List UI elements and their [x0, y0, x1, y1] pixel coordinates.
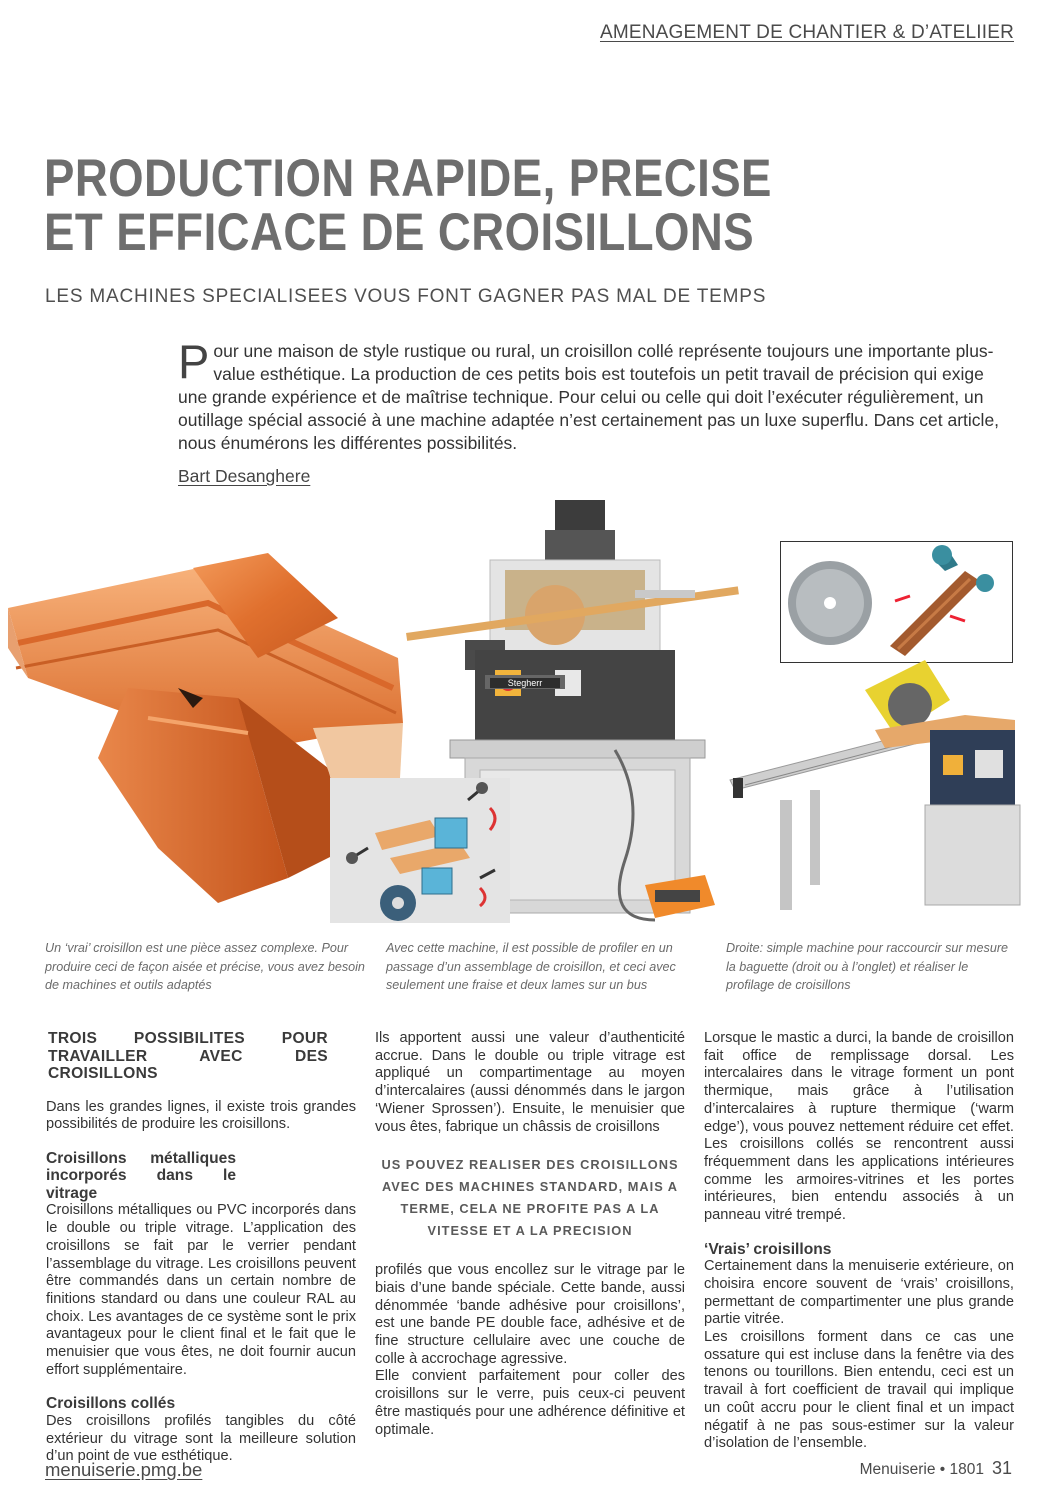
col3-paragraph-2: Certainement dans la menuiserie extérieure, on choisira encore souvent de ‘vrais’ croisillons, permettant de compartimenter une plus grande partie vitrée. — [704, 1258, 1014, 1328]
col1-paragraph-1: Dans les grandes lignes, il existe trois grandes possibilités de produire les croisillons. — [46, 1098, 356, 1133]
page-title — [44, 149, 870, 262]
col2-paragraph-1: Ils apportent aussi une valeur d’authenticité accrue. Dans le double ou triple vitrage est appliqué un compartimentage au moyen d’intercalaires (aussi dénommés dans le jargon ‘Wiener Sprossen’). Ensuite, le menuisier que vous êtes, fabrique un châssis de croisillons — [375, 1030, 685, 1135]
subheading-glued-croisillons: Croisillons collés — [46, 1395, 176, 1413]
page-footer — [860, 1458, 1012, 1479]
col1-paragraph-3: Des croisillons profilés tangibles du côté extérieur du vitrage sont la meilleure solution d’un point de vue esthétique. — [46, 1412, 356, 1465]
section-header: AMENAGEMENT DE CHANTIER & D’ATELIIER — [599, 22, 1014, 43]
magazine-issue: Menuiserie • 1801 — [859, 1461, 984, 1478]
website-link[interactable]: menuiserie.pmg.be — [45, 1459, 203, 1480]
col1-paragraph-2: Croisillons métalliques ou PVC incorporés dans le double ou triple vitrage. L’application des croisillons se fait par le verrier pendant l’assemblage du vitrage. Les croisillons peuvent être commandés dans un certain nombre de finitions standard ou dans une couleur RAL au choix. Les avantages de ce système sont le prix avantageux pour le client final et le fait que le menuisier que vous êtes, ne doit fournir aucun effort supplémentaire. — [46, 1202, 356, 1378]
machine-brand-label: Stegherr — [507, 678, 543, 688]
column-3 — [704, 1030, 1014, 1453]
col3-paragraph-1: Lorsque le mastic a durci, la bande de croisillon fait office de remplissage dorsal. Les intercalaires dans le vitrage forment un pont thermique, mais grâce à l’utilisation d’intercalaires à rupture thermique (‘warm edge’), vous pouvez nettement réduire cet effet. Les croisillons collés se rencontrent aussi fréquemment dans les applications intérieures comme les armoires-vitrines et les portes intérieures, bien entendu associés à un panneau vitré trempé. — [704, 1030, 1014, 1224]
column-2 — [375, 1030, 685, 1439]
column-1 — [46, 1030, 356, 1466]
col2-paragraph-3: Elle convient parfaitement pour coller des croisillons sur le verre, puis ceux-ci peuvent être mastiqués pour une adhérence définitive et optimale. — [375, 1368, 685, 1438]
subheading-real-croisillons: ‘Vrais’ croisillons — [704, 1240, 832, 1258]
tooling-diagram-image — [330, 778, 510, 923]
figure-caption-1: Un ‘vrai’ croisillon est une pièce assez complexe. Pour produire ceci de façon aisée et précise, vous avez besoin de machines et outils adaptés — [45, 941, 365, 992]
figure-caption-3: Droite: simple machine pour raccourcir sur mesure la baguette (droit ou à l’onglet) et réaliser le profilage de croisillons — [726, 941, 1009, 992]
figure-caption-2: Avec cette machine, il est possible de profiler en un passage d’un assemblage de croisillon, et ceci avec seulement une fraise et deux lames sur un bus — [386, 941, 676, 992]
page-number: 31 — [991, 1458, 1012, 1478]
subheading-metal-croisillons: Croisillons métalliques incorporés dans le vitrage — [46, 1149, 236, 1202]
section-heading-three-possibilities: TROIS POSSIBILITES POUR TRAVAILLER AVEC DES CROISILLONS — [48, 1030, 328, 1082]
intro-paragraph — [178, 335, 1008, 455]
author-byline: Bart Desanghere — [178, 466, 311, 486]
intro-text: our une maison de style rustique ou rural, un croisillon collé représente toujours une importante plus-value esthétique. La production de ces petits bois est toutefois un petit travail de précision qui exige une grande expérience et de maîtrise technique. Pour celui ou celle qui doit l’exécuter régulièrement, un outillage spécial associé à une machine adaptée n’est certainement pas un luxe superflu. Dans cet article, nous énumérons les différentes possibilités. — [178, 341, 1000, 453]
col3-paragraph-3: Les croisillons forment dans ce cas une ossature qui est incluse dans la fenêtre via des tenons ou tourillons. Bien entendu, ceci est un travail à fort coefficient de travail qui implique un coût accru pour le client final et un impact négatif à ne pas sous-estimer sur la valeur d’isolation de l’ensemble. — [704, 1329, 1014, 1452]
page-title-line-2: ET EFFICACE DE CROISILLONS — [44, 203, 755, 262]
mitre-saw-machine-image — [725, 660, 1025, 910]
drop-cap: P — [178, 335, 210, 388]
col2-paragraph-2: profilés que vous encollez sur le vitrage par le biais d’une bande spéciale. Cette bande, aussi dénommée ‘bande adhésive pour croisillons’, est une bande PE double face, adhésive et de fine structure cellulaire avec une couche de colle à accrochage agressive. — [375, 1262, 685, 1367]
page-title-line-1: PRODUCTION RAPIDE, PRECISE — [44, 149, 772, 208]
subheadline: LES MACHINES SPECIALISEES VOUS FONT GAGNER PAS MAL DE TEMPS — [45, 286, 767, 307]
saw-blade-diagram-image — [780, 541, 1013, 663]
pull-quote: US POUVEZ REALISER DES CROISILLONS AVEC DES MACHINES STANDARD, MAIS A TERME, CELA NE PROFITE PAS A LA VITESSE ET A LA PRECISION — [381, 1157, 679, 1239]
